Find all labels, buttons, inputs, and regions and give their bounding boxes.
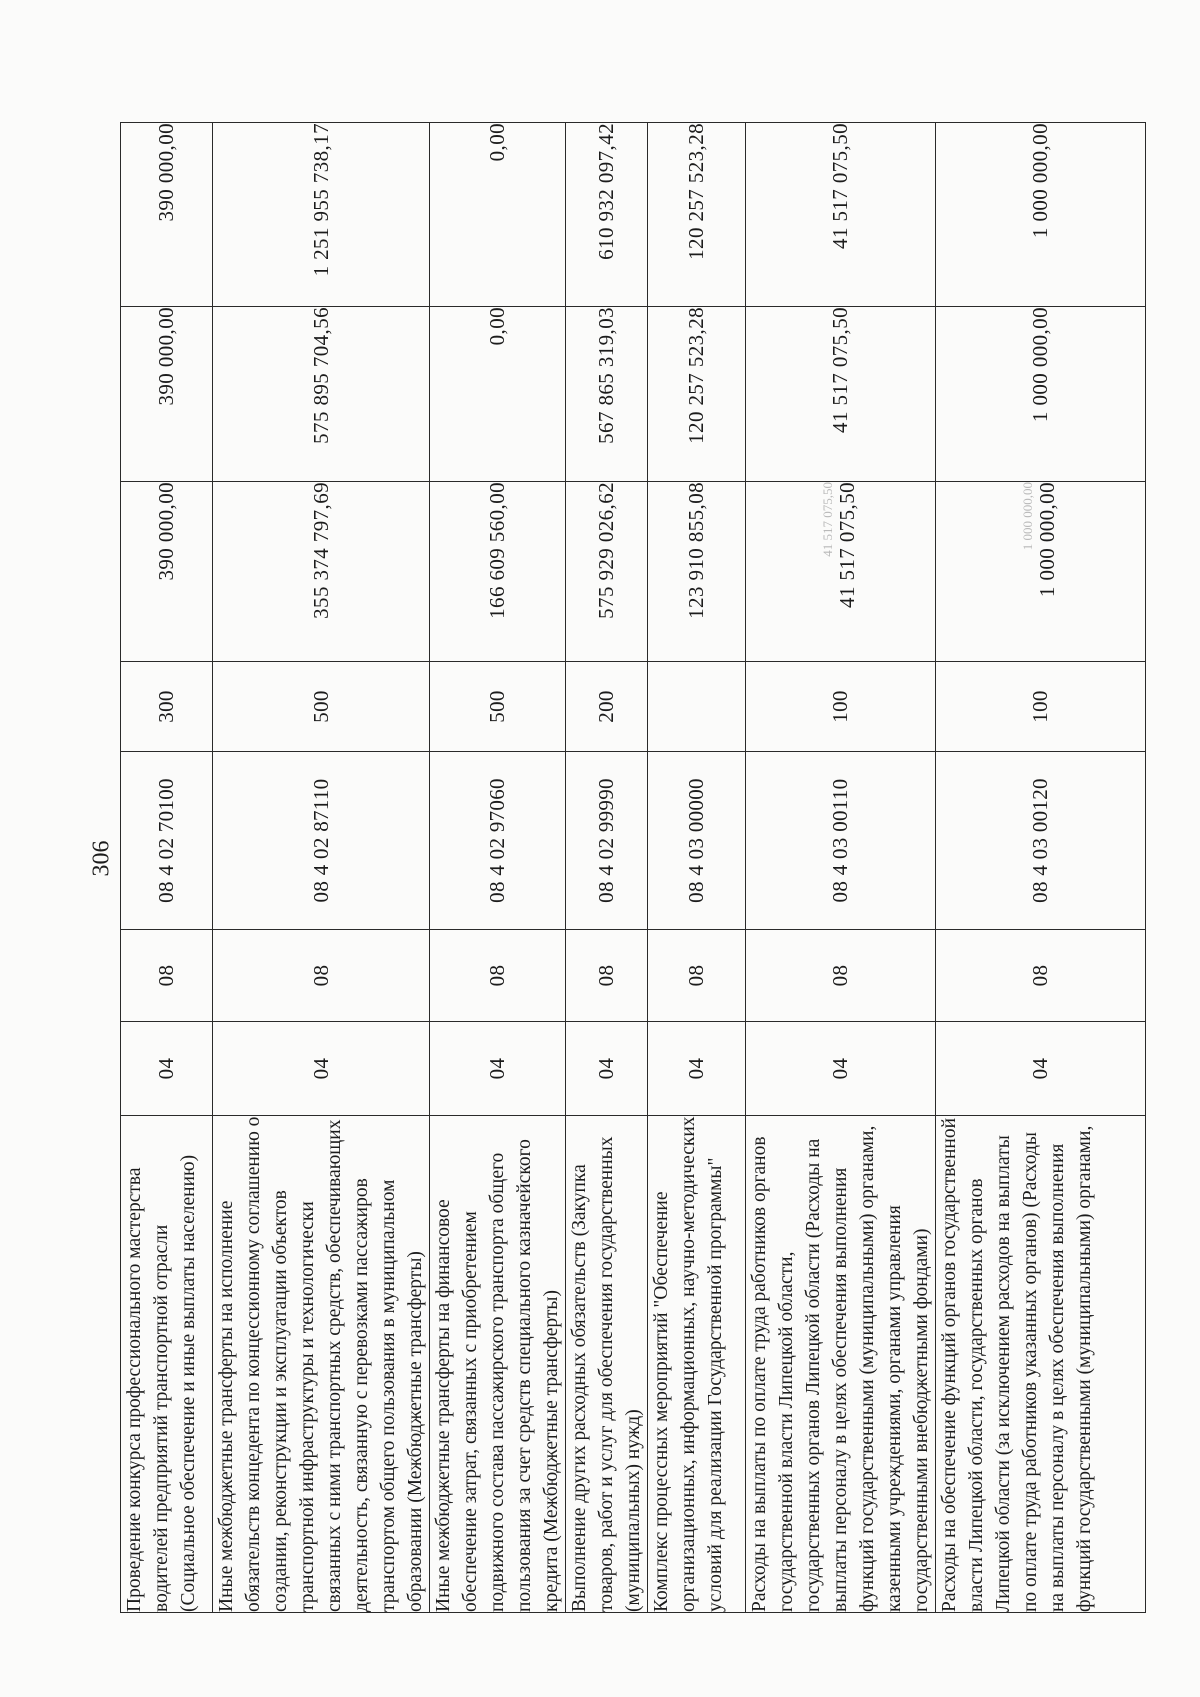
table-row: [746, 123, 936, 1613]
row-description: Расходы на выплаты по оплате труда работников органов государственной власти Липецкой области, государственных органов Липецкой области (Расходы на выплаты персоналу в целях обеспечения выполнения функций государственными (муниципальными) органами, казенными учреждениями, органами управления государственными внебюджетными фондами): [746, 1116, 936, 1613]
row-description: Комплекс процессных мероприятий "Обеспечение организационных, информационных, научно-методических условий для реализации Государственной программы": [648, 1116, 746, 1613]
page-number: 306: [88, 840, 115, 877]
amount-1: 166 609 560,00: [430, 482, 566, 662]
amount-3: 610 932 097,42: [566, 123, 648, 307]
table-row: [648, 123, 746, 1613]
amount-2: 41 517 075,50: [746, 307, 936, 482]
expense-type-code: 500: [430, 662, 566, 752]
table-row: [566, 123, 648, 1613]
subsection-code: 08: [746, 930, 936, 1022]
amount-1: 355 374 797,69: [213, 482, 430, 662]
row-description: Проведение конкурса профессионального мастерства водителей предприятий транспортной отрасли (Социальное обеспечение и иные выплаты населению): [121, 1116, 213, 1613]
target-article-code: 08 4 02 97060: [430, 752, 566, 930]
expense-type-code: 100: [936, 662, 1146, 752]
target-article-code: 08 4 03 00000: [648, 752, 746, 930]
amount-1: 390 000,00: [121, 482, 213, 662]
rotated-page-content: [120, 123, 1108, 1613]
subsection-code: 08: [648, 930, 746, 1022]
amount-3: 41 517 075,50: [746, 123, 936, 307]
subsection-code: 08: [430, 930, 566, 1022]
amount-1: [936, 482, 1146, 662]
subsection-code: 08: [566, 930, 648, 1022]
amount-3: 1 000 000,00: [936, 123, 1146, 307]
subsection-code: 08: [213, 930, 430, 1022]
row-description: Иные межбюджетные трансферты на финансовое обеспечение затрат, связанных с приобретением подвижного состава пассажирского транспорта общего пользования за счет средств специального казначейского кредита (Межбюджетные трансферты): [430, 1116, 566, 1613]
show-through-amount: 41 517 075,50: [820, 482, 835, 557]
amount-1: 575 929 026,62: [566, 482, 648, 662]
expense-type-code: 500: [213, 662, 430, 752]
table-row: [121, 123, 213, 1613]
section-code: 04: [566, 1022, 648, 1116]
amount-2: 567 865 319,03: [566, 307, 648, 482]
amount-2: 1 000 000,00: [936, 307, 1146, 482]
table-row: [213, 123, 430, 1613]
amount-3: 120 257 523,28: [648, 123, 746, 307]
amount-2: 0,00: [430, 307, 566, 482]
target-article-code: 08 4 02 70100: [121, 752, 213, 930]
table-row: [430, 123, 566, 1613]
amount-value: 1 000 000,00: [1035, 482, 1059, 598]
expense-type-code: 300: [121, 662, 213, 752]
amount-2: 390 000,00: [121, 307, 213, 482]
table-row: [936, 123, 1146, 1613]
section-code: 04: [746, 1022, 936, 1116]
row-description: Расходы на обеспечение функций органов государственной власти Липецкой области, государственных органов Липецкой области (за исключением расходов на выплаты по оплате труда работников указанных органов) (Расходы на выплаты персоналу в целях обеспечения выполнения функций государственными (муниципальными) органами,: [936, 1116, 1146, 1613]
budget-table: [120, 122, 1146, 1613]
row-description: Иные межбюджетные трансферты на исполнение обязательств концедента по концессионному соглашению о создании, реконструкции и эксплуатации объектов транспортной инфраструктуры и технологически связанных с ними транспортных средств, обеспечивающих деятельность, связанную с перевозками пассажиров транспортом общего пользования в муниципальном образовании (Межбюджетные трансферты): [213, 1116, 430, 1613]
section-code: 04: [936, 1022, 1146, 1116]
amount-3: 390 000,00: [121, 123, 213, 307]
section-code: 04: [430, 1022, 566, 1116]
amount-2: 575 895 704,56: [213, 307, 430, 482]
subsection-code: 08: [936, 930, 1146, 1022]
amount-value: 41 517 075,50: [835, 482, 859, 608]
section-code: 04: [121, 1022, 213, 1116]
target-article-code: 08 4 03 00110: [746, 752, 936, 930]
expense-type-code: 200: [566, 662, 648, 752]
target-article-code: 08 4 02 99990: [566, 752, 648, 930]
amount-2: 120 257 523,28: [648, 307, 746, 482]
expense-type-code: [648, 662, 746, 752]
amount-3: 1 251 955 738,17: [213, 123, 430, 307]
section-code: 04: [648, 1022, 746, 1116]
row-description: Выполнение других расходных обязательств (Закупка товаров, работ и услуг для обеспечения государственных (муниципальных) нужд): [566, 1116, 648, 1613]
target-article-code: 08 4 02 87110: [213, 752, 430, 930]
amount-1: 123 910 855,08: [648, 482, 746, 662]
subsection-code: 08: [121, 930, 213, 1022]
amount-1: [746, 482, 936, 662]
section-code: 04: [213, 1022, 430, 1116]
target-article-code: 08 4 03 00120: [936, 752, 1146, 930]
amount-3: 0,00: [430, 123, 566, 307]
expense-type-code: 100: [746, 662, 936, 752]
show-through-amount: 1 000 000,00: [1020, 482, 1035, 551]
